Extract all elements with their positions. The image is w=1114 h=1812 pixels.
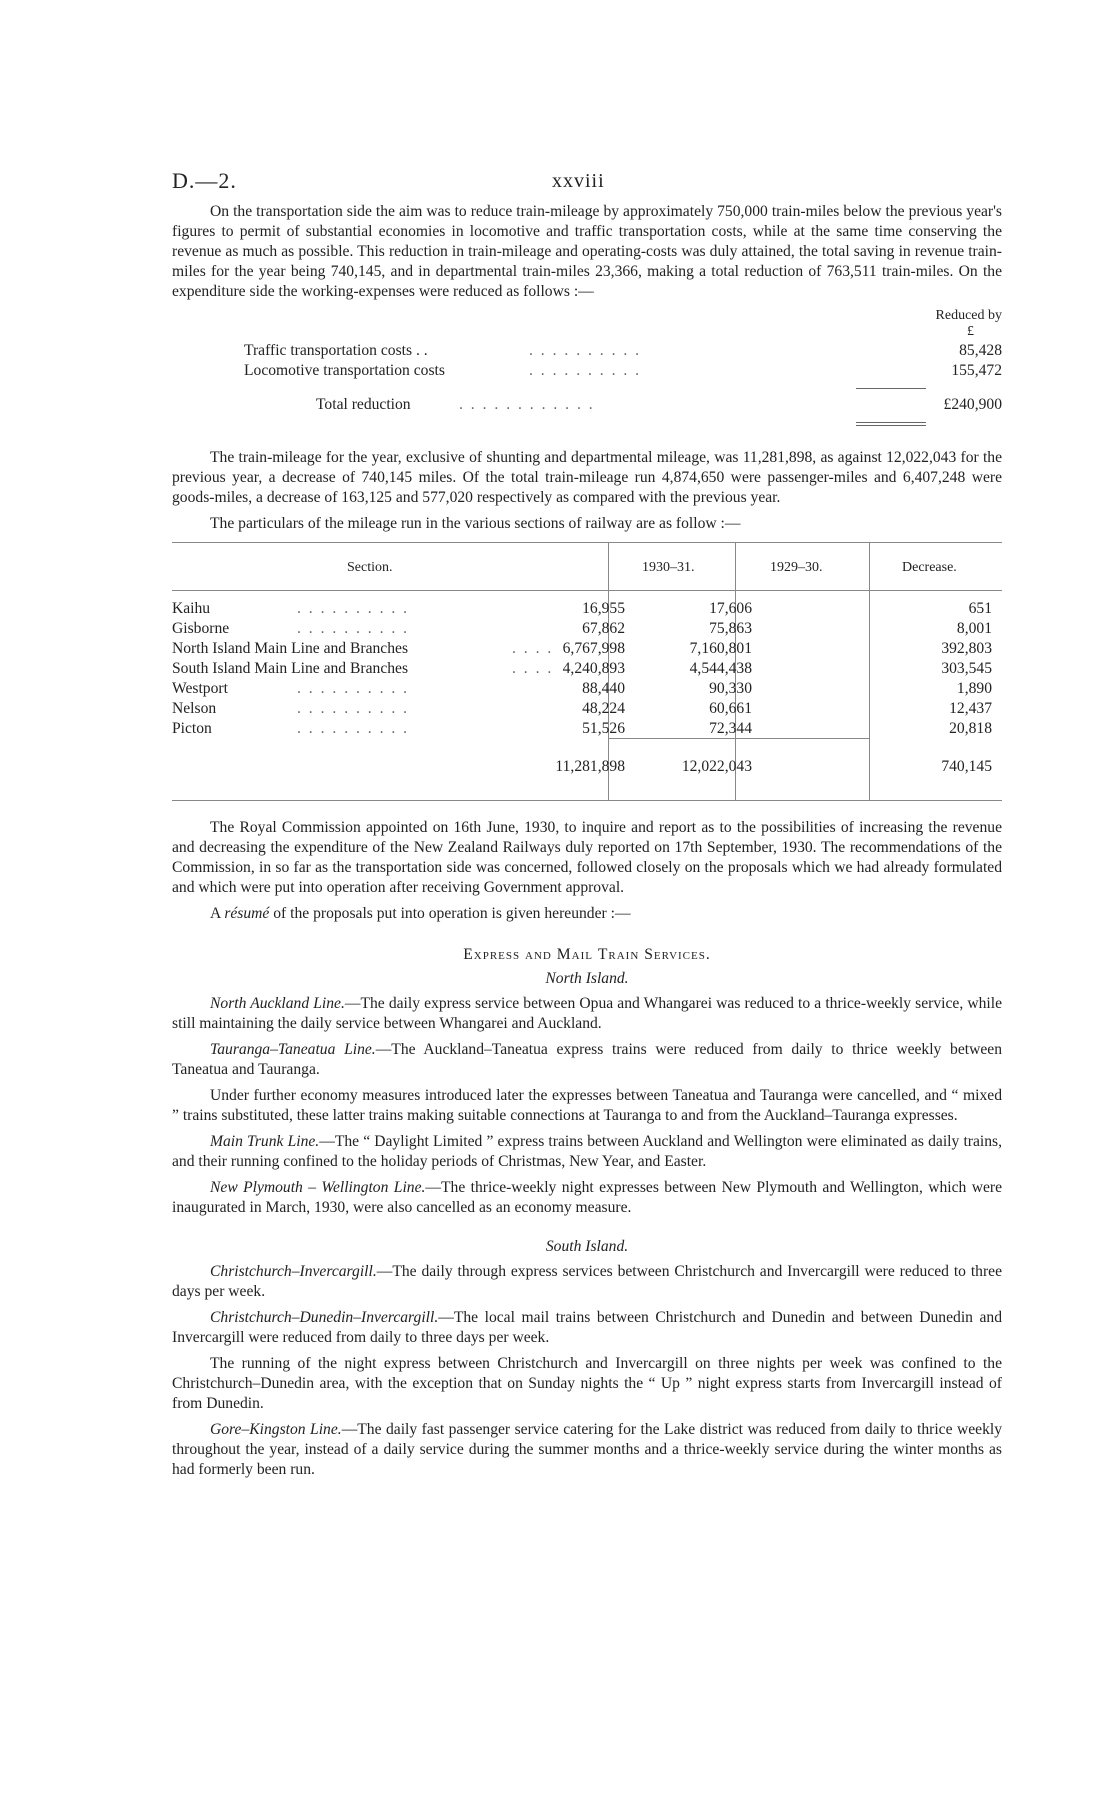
heading-cap: M bbox=[556, 946, 572, 963]
total-1929-30: 12,022,043 bbox=[681, 758, 752, 775]
reduction-currency: £ bbox=[967, 324, 974, 339]
value-decrease: 8,001 bbox=[956, 620, 992, 637]
particulars-paragraph: The particulars of the mileage run in the various sections of railway are as follow :— bbox=[210, 515, 741, 532]
table-row bbox=[172, 700, 1002, 720]
document-reference: D.—2. bbox=[172, 168, 237, 193]
value-decrease: 392,803 bbox=[941, 640, 992, 657]
totals-row bbox=[172, 758, 1002, 778]
value-1930-31: 16,955 bbox=[582, 600, 625, 617]
section-name: South Island Main Line and Branches bbox=[172, 660, 409, 677]
intro-paragraph: On the transportation side the aim was to reduce train-mileage by approximately 750,000 train-miles below the previous year's figures to permit of substantial economies in locomotive and traffic transportation costs, while at the same time conserving the revenue as much as possible. This reduction in train-mileage and operating-costs was duly attained, the total saving in revenue train-miles for the year being 740,145, and in departmental train-miles 23,366, making a total reduction of 763,511 train-miles. On the expenditure side the working-expenses were reduced as follows :— bbox=[172, 203, 1002, 300]
heading-cap: E bbox=[463, 946, 474, 963]
value-1929-30: 90,330 bbox=[709, 680, 752, 697]
item-title: Gore–Kingston Line. bbox=[210, 1421, 342, 1438]
item-text: —The local mail trains between Christchurch and Dunedin and between Dunedin and Invercargill were reduced from daily to three days per week. bbox=[172, 1309, 1002, 1346]
south-item bbox=[172, 1308, 1002, 1348]
north-item bbox=[172, 1086, 1002, 1126]
south-item bbox=[172, 1420, 1002, 1480]
commission-paragraph: The Royal Commission appointed on 16th June, 1930, to inquire and report as to the possibilities of increasing the revenue and decreasing the expenditure of the New Zealand Railways duly reported on 17th September, 1930. The recommendations of the Commission, in so far as the transportation side was concerned, followed closely on the proposals which we had already formulated and which were put into operation after receiving Government approval. bbox=[172, 819, 1002, 896]
heading-small-caps: ervices. bbox=[653, 946, 711, 963]
item-text: —The daily through express services between Christchurch and Invercargill were reduced to three days per week. bbox=[172, 1263, 1002, 1300]
item-title: New Plymouth – Wellington Line. bbox=[210, 1179, 426, 1196]
reduction-table bbox=[172, 308, 1002, 448]
reduction-value: 155,472 bbox=[951, 362, 1002, 379]
leader-dots: . . . . bbox=[512, 660, 554, 677]
item-title: Christchurch–Dunedin–Invercargill. bbox=[210, 1309, 439, 1326]
section-name: North Island Main Line and Branches bbox=[172, 640, 409, 657]
north-item bbox=[172, 1132, 1002, 1172]
resume-text-post: of the proposals put into operation is given hereunder :— bbox=[269, 905, 631, 922]
heading-cap: S bbox=[644, 946, 654, 963]
section-name: Nelson bbox=[172, 700, 217, 717]
value-1929-30: 60,661 bbox=[709, 700, 752, 717]
table-row bbox=[172, 720, 1002, 740]
column-header-1930-31: 1930–31. bbox=[642, 560, 695, 575]
value-1930-31: 67,862 bbox=[582, 620, 625, 637]
column-header-1929-30: 1929–30. bbox=[770, 560, 823, 575]
value-1929-30: 72,344 bbox=[709, 720, 752, 737]
table-row bbox=[172, 680, 1002, 700]
resume-text-pre: A bbox=[210, 905, 225, 922]
item-text: —The daily fast passenger service catering for the Lake district was reduced from daily to thrice weekly throughout the year, instead of a daily service during the summer months and a thrice-weekly service during the winter months as had formerly been run. bbox=[172, 1421, 1003, 1478]
north-island-heading: North Island. bbox=[545, 970, 629, 987]
resume-word: résumé bbox=[224, 905, 270, 922]
item-title: Tauranga–Taneatua Line. bbox=[210, 1041, 376, 1058]
section-heading bbox=[172, 946, 1002, 964]
heading-small-caps: ail bbox=[571, 946, 598, 963]
table-row bbox=[172, 600, 1002, 620]
leader-dots: . . . . . . . . . . bbox=[529, 362, 642, 379]
value-1930-31: 4,240,893 bbox=[562, 660, 625, 677]
total-rule-top bbox=[856, 422, 926, 423]
table-header-rule bbox=[172, 590, 1002, 591]
leader-dots: . . . . . . . . . . bbox=[297, 700, 410, 717]
value-1929-30: 17,606 bbox=[709, 600, 752, 617]
heading-small-caps: xpress and bbox=[473, 946, 557, 963]
leader-dots: . . . . . . . . . . bbox=[297, 680, 410, 697]
table-row bbox=[172, 640, 1002, 660]
total-decrease: 740,145 bbox=[941, 758, 992, 775]
mileage-paragraph: The train-mileage for the year, exclusive of shunting and departmental mileage, was 11,281,898, as against 12,022,043 for the previous year, a decrease of 740,145 miles. Of the total train-mileage run 4,874,650 were passenger-miles and 6,407,248 were goods-miles, a decrease of 163,125 and 577,020 respectively as compared with the previous year. bbox=[172, 449, 1002, 506]
south-island-heading: South Island. bbox=[545, 1238, 629, 1255]
leader-dots: . . . . . . . . . . bbox=[297, 720, 410, 737]
table-bottom-rule bbox=[172, 800, 1002, 801]
reduction-header: Reduced by bbox=[935, 308, 1002, 323]
value-1930-31: 51,526 bbox=[582, 720, 625, 737]
item-text: —The daily express service between Opua and Whangarei was reduced to a thrice-weekly service, while still maintaining the daily service between Whangarei and Auckland. bbox=[172, 995, 1002, 1032]
reduction-value: 85,428 bbox=[959, 342, 1002, 359]
value-1930-31: 48,224 bbox=[582, 700, 625, 717]
total-1930-31: 11,281,898 bbox=[555, 758, 625, 775]
total-value: £240,900 bbox=[943, 396, 1002, 413]
item-title: North Auckland Line. bbox=[210, 995, 345, 1012]
value-1929-30: 4,544,438 bbox=[689, 660, 752, 677]
column-header-decrease: Decrease. bbox=[902, 560, 957, 575]
item-title: Christchurch–Invercargill. bbox=[210, 1263, 377, 1280]
south-item bbox=[172, 1354, 1002, 1414]
north-item bbox=[172, 1178, 1002, 1218]
mileage-table bbox=[172, 542, 1002, 804]
reduction-total-row bbox=[244, 396, 1002, 416]
value-decrease: 12,437 bbox=[949, 700, 992, 717]
value-decrease: 303,545 bbox=[941, 660, 992, 677]
item-title: Main Trunk Line. bbox=[210, 1133, 320, 1150]
item-text: Under further economy measures introduced later the expresses between Taneatua and Tauranga were cancelled, and “ mixed ” trains substituted, these latter trains making suitable connections at Tauranga to and from the Auckland–Tauranga expresses. bbox=[172, 1087, 1002, 1124]
leader-dots: . . . . . . . . . . . . bbox=[459, 396, 595, 413]
value-decrease: 1,890 bbox=[956, 680, 992, 697]
value-decrease: 651 bbox=[968, 600, 992, 617]
item-text: —The thrice-weekly night expresses between New Plymouth and Wellington, which were inaugurated in March, 1930, were also cancelled as an economy measure. bbox=[172, 1179, 1002, 1216]
subtotal-rule bbox=[856, 388, 926, 389]
value-decrease: 20,818 bbox=[949, 720, 992, 737]
document-page bbox=[172, 168, 1002, 1480]
reduction-row bbox=[244, 362, 1002, 382]
column-header-section: Section. bbox=[347, 560, 393, 575]
section-name: Picton bbox=[172, 720, 212, 737]
section-name: Gisborne bbox=[172, 620, 230, 637]
reduction-label: Locomotive transportation costs bbox=[244, 362, 445, 379]
heading-cap: T bbox=[597, 946, 609, 963]
south-item bbox=[172, 1262, 1002, 1302]
total-rule-bottom bbox=[856, 425, 926, 426]
leader-dots: . . . . . . . . . . bbox=[529, 342, 642, 359]
leader-dots: . . . . . . . . . . bbox=[297, 620, 410, 637]
heading-small-caps: rain bbox=[608, 946, 645, 963]
value-1929-30: 7,160,801 bbox=[689, 640, 752, 657]
north-item bbox=[172, 994, 1002, 1034]
page-header bbox=[172, 168, 1002, 202]
total-label: Total reduction bbox=[316, 396, 411, 413]
item-text: —The “ Daylight Limited ” express trains between Auckland and Wellington were eliminated as daily trains, and their running confined to the holiday periods of Christmas, New Year, and Easter. bbox=[172, 1133, 1002, 1170]
value-1930-31: 88,440 bbox=[582, 680, 625, 697]
item-text: —The Auckland–Taneatua express trains were reduced from daily to thrice weekly between Taneatua and Tauranga. bbox=[172, 1041, 1003, 1078]
item-text: The running of the night express between Christchurch and Invercargill on three nights per week was confined to the Christchurch–Dunedin area, with the exception that on Sunday nights the “ Up ” night express starts from Invercargill instead of from Dunedin. bbox=[172, 1355, 1002, 1412]
value-1930-31: 6,767,998 bbox=[562, 640, 625, 657]
page-number: xxviii bbox=[552, 170, 605, 192]
reduction-label: Traffic transportation costs . . bbox=[244, 342, 428, 359]
resume-paragraph bbox=[172, 904, 1002, 924]
section-name: Kaihu bbox=[172, 600, 211, 617]
table-top-rule bbox=[172, 542, 1002, 543]
north-item bbox=[172, 1040, 1002, 1080]
leader-dots: . . . . . . . . . . bbox=[297, 600, 410, 617]
leader-dots: . . . . bbox=[512, 640, 554, 657]
table-row bbox=[172, 620, 1002, 640]
value-1929-30: 75,863 bbox=[709, 620, 752, 637]
section-name: Westport bbox=[172, 680, 228, 697]
table-row bbox=[172, 660, 1002, 680]
reduction-row bbox=[244, 342, 1002, 362]
